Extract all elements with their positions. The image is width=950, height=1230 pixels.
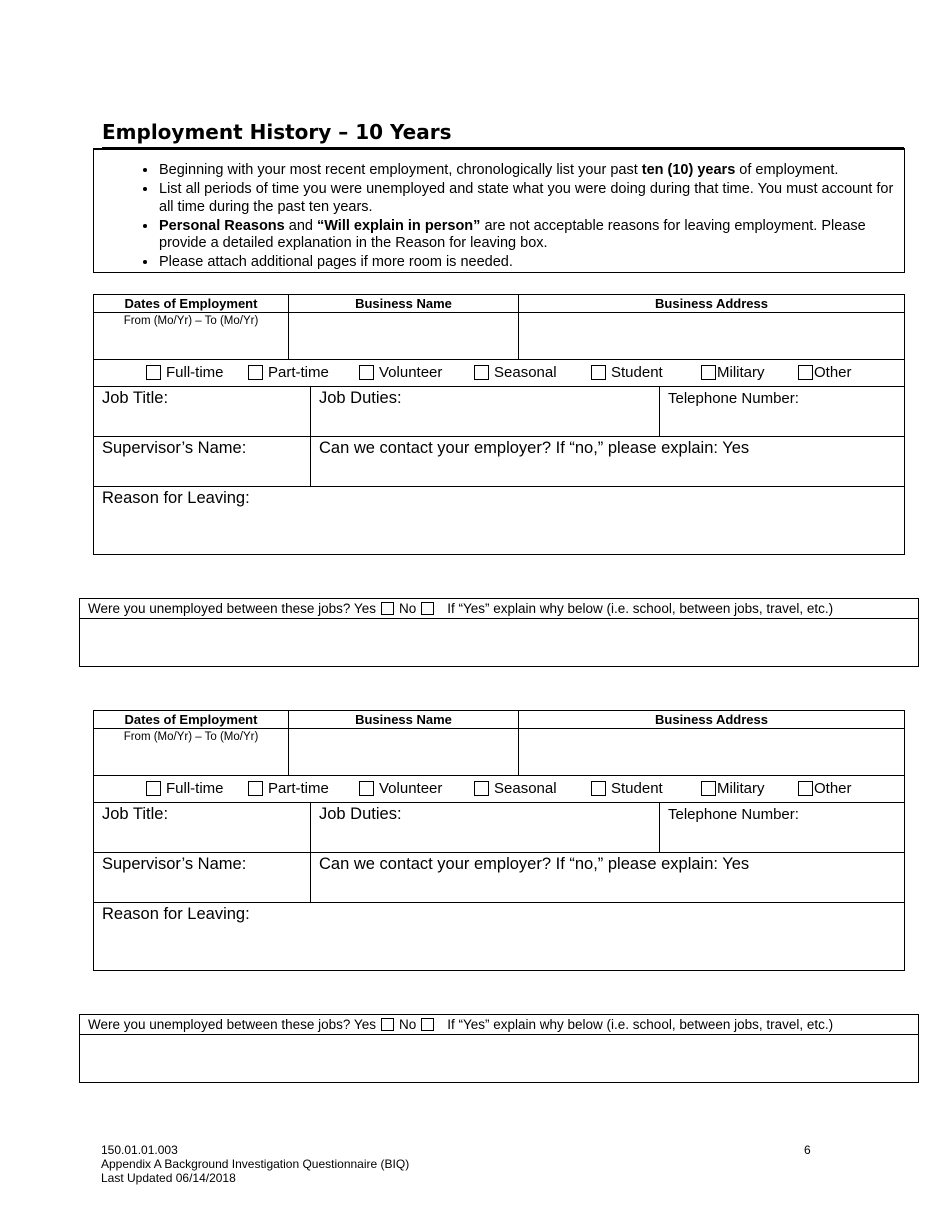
parttime-option[interactable]: Part-time (248, 364, 329, 381)
job-duties-field[interactable]: Job Duties: (311, 387, 660, 436)
checkbox[interactable] (248, 365, 263, 380)
dates-sublabel: From (Mo/Yr) – To (Mo/Yr) (123, 731, 259, 743)
business-name-field[interactable] (289, 729, 519, 775)
unemployment-box-2: Were you unemployed between these jobs? Yes No If “Yes” explain why below (i.e. school, between jobs, travel, etc.) (79, 1014, 919, 1083)
dates-field[interactable] (94, 729, 289, 775)
other-option[interactable]: Other (798, 364, 852, 381)
employment-type-row (94, 776, 904, 803)
unemployed-question: Were you unemployed between these jobs? Yes (88, 601, 376, 616)
seasonal-option[interactable]: Seasonal (474, 780, 557, 797)
instruction-2: • List all periods of time you were unemployed and state what you were doing during that time. You must account for all time during the past ten years. (158, 181, 904, 216)
yes-checkbox[interactable] (381, 1018, 394, 1031)
doc-code: 150.01.01.003 (101, 1143, 178, 1157)
unemployed-question: Were you unemployed between these jobs? Yes (88, 1017, 376, 1032)
checkbox[interactable] (474, 365, 489, 380)
doc-title: Appendix A Background Investigation Questionnaire (BIQ) (101, 1157, 410, 1171)
telephone-field[interactable]: Telephone Number: (668, 390, 799, 407)
business-address-header: Business Address (655, 712, 768, 727)
dates-header: Dates of Employment (94, 711, 289, 728)
employment-entry-2 (93, 710, 905, 971)
business-address-field[interactable] (519, 313, 904, 359)
no-checkbox[interactable] (421, 1018, 434, 1031)
checkbox[interactable] (701, 781, 716, 796)
contact-employer-field[interactable]: Can we contact your employer? If “no,” please explain: Yes (319, 855, 750, 873)
dates-header: Dates of Employment (94, 295, 289, 312)
unemployment-box-1: Were you unemployed between these jobs? Yes No If “Yes” explain why below (i.e. school, between jobs, travel, etc.) (79, 598, 919, 667)
unemployment-explanation-field[interactable] (80, 1035, 918, 1082)
student-option[interactable]: Student (591, 364, 663, 381)
student-option[interactable]: Student (591, 780, 663, 797)
checkbox[interactable] (248, 781, 263, 796)
employment-type-row (94, 360, 904, 387)
other-option[interactable]: Other (798, 780, 852, 797)
business-address-header: Business Address (655, 296, 768, 311)
business-name-header: Business Name (289, 711, 519, 728)
supervisor-field[interactable]: Supervisor’s Name: (94, 437, 311, 486)
checkbox[interactable] (798, 781, 813, 796)
checkbox[interactable] (591, 781, 606, 796)
dates-sublabel: From (Mo/Yr) – To (Mo/Yr) (123, 315, 259, 327)
instruction-4: • Please attach additional pages if more room is needed. (158, 254, 904, 272)
yes-checkbox[interactable] (381, 602, 394, 615)
checkbox[interactable] (474, 781, 489, 796)
contact-employer-field[interactable]: Can we contact your employer? If “no,” please explain: Yes (319, 439, 750, 457)
telephone-field[interactable]: Telephone Number: (668, 806, 799, 823)
instruction-3: • Personal Reasons and “Will explain in person” are not acceptable reasons for leaving employment. Please provide a detailed explanation in the Reason for leaving box. (158, 218, 904, 253)
business-name-header: Business Name (289, 295, 519, 312)
checkbox[interactable] (701, 365, 716, 380)
page-footer (101, 1143, 409, 1185)
checkbox[interactable] (798, 365, 813, 380)
unemployment-explanation-field[interactable] (80, 619, 918, 666)
military-option[interactable]: Military (701, 780, 765, 797)
job-title-field[interactable]: Job Title: (94, 387, 311, 436)
dates-field[interactable] (94, 313, 289, 359)
page-number: 6 (804, 1143, 811, 1157)
page-title: Employment History – 10 Years (102, 120, 904, 148)
volunteer-option[interactable]: Volunteer (359, 364, 442, 381)
parttime-option[interactable]: Part-time (248, 780, 329, 797)
checkbox[interactable] (359, 365, 374, 380)
checkbox[interactable] (591, 365, 606, 380)
business-address-field[interactable] (519, 729, 904, 775)
business-name-field[interactable] (289, 313, 519, 359)
last-updated: Last Updated 06/14/2018 (101, 1171, 236, 1185)
seasonal-option[interactable]: Seasonal (474, 364, 557, 381)
no-checkbox[interactable] (421, 602, 434, 615)
volunteer-option[interactable]: Volunteer (359, 780, 442, 797)
supervisor-field[interactable]: Supervisor’s Name: (94, 853, 311, 902)
instruction-1: • Beginning with your most recent employment, chronologically list your past ten (10) years of employment. (158, 162, 904, 180)
job-duties-field[interactable]: Job Duties: (311, 803, 660, 852)
checkbox[interactable] (146, 365, 161, 380)
fulltime-option[interactable]: Full-time (146, 364, 224, 381)
reason-for-leaving-field[interactable]: Reason for Leaving: (102, 489, 250, 507)
reason-for-leaving-field[interactable]: Reason for Leaving: (102, 905, 250, 923)
instructions-box (93, 148, 905, 273)
checkbox[interactable] (359, 781, 374, 796)
checkbox[interactable] (146, 781, 161, 796)
military-option[interactable]: Military (701, 364, 765, 381)
employment-entry-1 (93, 294, 905, 555)
fulltime-option[interactable]: Full-time (146, 780, 224, 797)
job-title-field[interactable]: Job Title: (94, 803, 311, 852)
